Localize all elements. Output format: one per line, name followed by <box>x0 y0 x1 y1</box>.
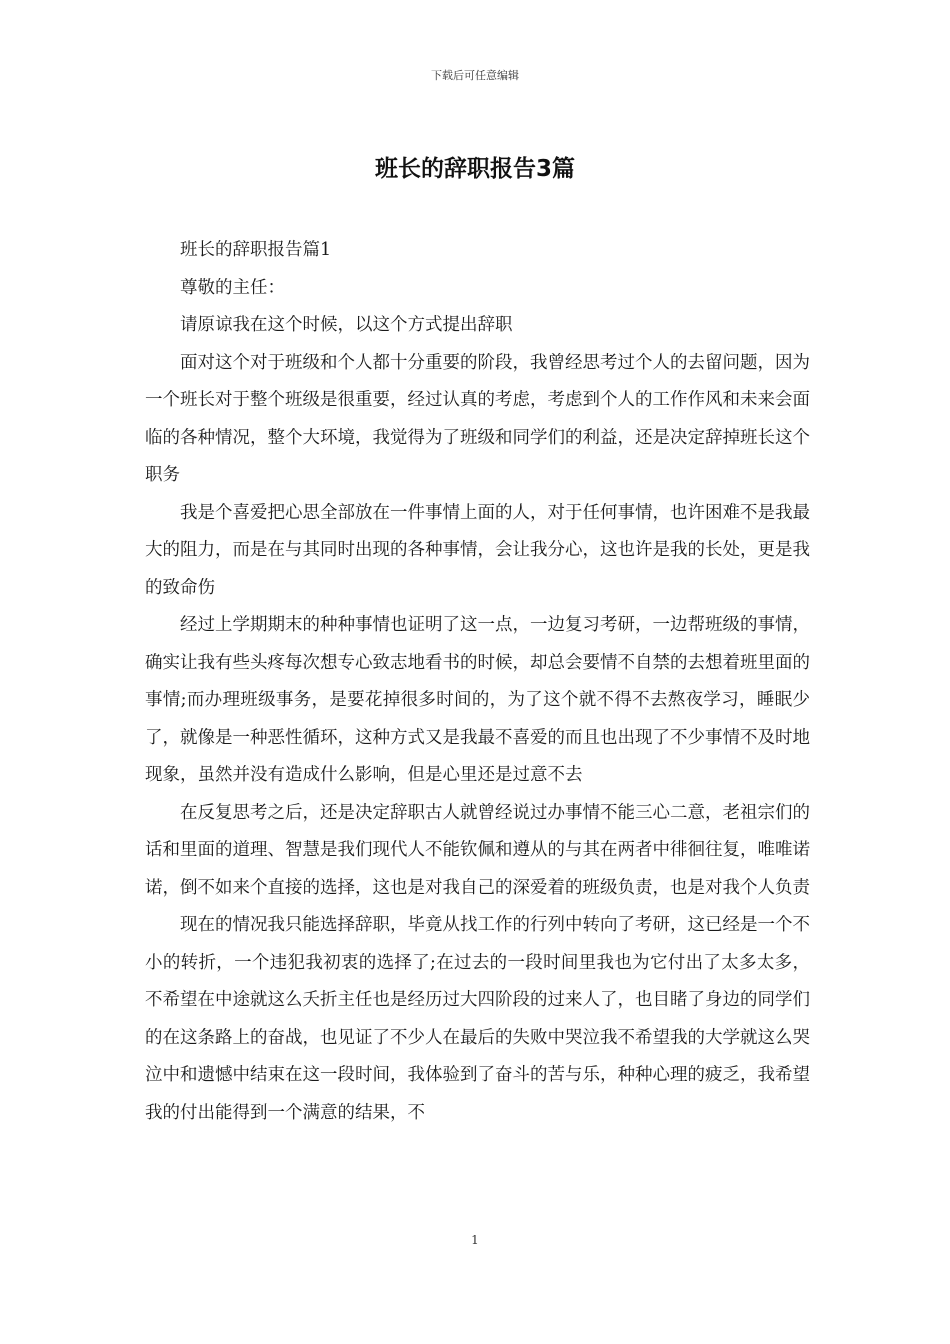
paragraph: 请原谅我在这个时候，以这个方式提出辞职 <box>180 315 513 335</box>
paragraph: 经过上学期期末的种种事情也证明了这一点，一边复习考研，一边帮班级的事情，确实让我有些头疼每次想专心致志地看书的时候，却总会要情不自禁的去想着班里面的事情;而办理班级事务，是要花掉很多时间的，为了这个就不得不去熬夜学习，睡眠少了，就像是一种恶性循环，这种方式又是我最不喜爱的而且也出现了不少事情不及时地现象，虽然并没有造成什么影响，但是心里还是过意不去 <box>145 615 810 785</box>
section-heading: 班长的辞职报告篇1 <box>180 240 332 260</box>
salutation: 尊敬的主任： <box>180 277 285 298</box>
document-title: 班长的辞职报告3篇 <box>374 156 575 182</box>
page-number: 1 <box>471 1233 479 1247</box>
paragraph: 在反复思考之后，还是决定辞职古人就曾经说过办事情不能三心二意，老祖宗们的话和里面的道理、智慧是我们现代人不能钦佩和遵从的与其在两者中徘徊往复，唯唯诺诺，倒不如来个直接的选择，这也是对我自己的深爱着的班级负责，也是对我个人负责 <box>145 802 810 898</box>
paragraph: 现在的情况我只能选择辞职，毕竟从找工作的行列中转向了考研，这已经是一个不小的转折，一个违犯我初衷的选择了;在过去的一段时间里我也为它付出了太多太多，不希望在中途就这么夭折主任也是经历过大四阶段的过来人了，也目睹了身边的同学们的在这条路上的奋战，也见证了不少人在最后的失败中哭泣我不希望我的大学就这么哭泣中和遗憾中结束在这一段时间，我体验到了奋斗的苦与乐，种种心理的疲乏，我希望我的付出能得到一个满意的结果，不 <box>145 915 810 1123</box>
paragraph: 我是个喜爱把心思全部放在一件事情上面的人，对于任何事情，也许困难不是我最大的阻力，而是在与其同时出现的各种事情，会让我分心，这也许是我的长处，更是我的致命伤 <box>145 502 810 598</box>
document-body <box>145 232 810 1132</box>
header-note: 下载后可任意编辑 <box>431 69 519 82</box>
paragraph: 面对这个对于班级和个人都十分重要的阶段，我曾经思考过个人的去留问题，因为一个班长对于整个班级是很重要，经过认真的考虑，考虑到个人的工作作风和未来会面临的各种情况，整个大环境，我觉得为了班级和同学们的利益，还是决定辞掉班长这个职务 <box>145 352 810 485</box>
